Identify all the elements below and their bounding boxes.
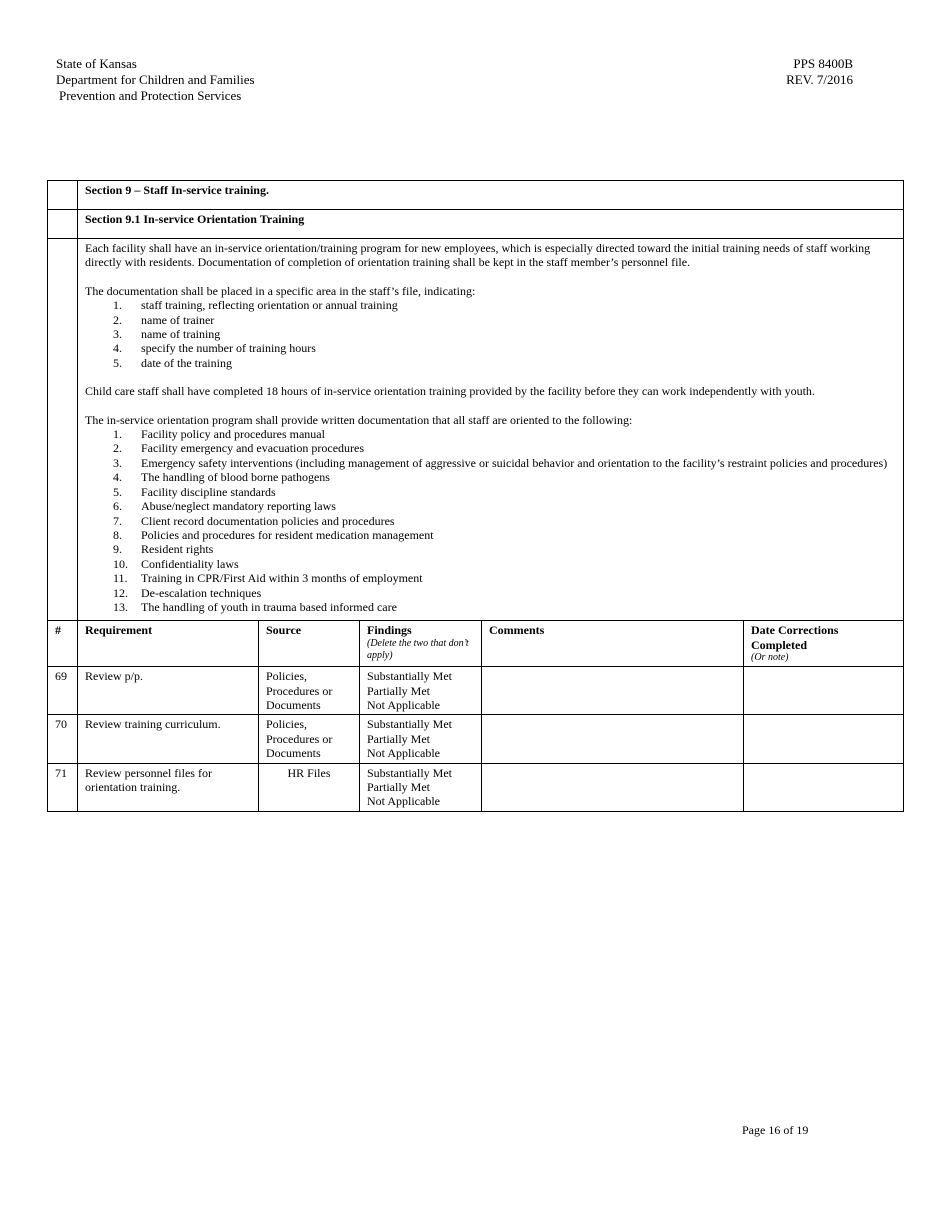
list-item-text: The handling of youth in trauma based informed care [141, 599, 397, 614]
list-item-text: Policies and procedures for resident medication management [141, 527, 434, 542]
header-agency [56, 56, 255, 104]
finding-option: Substantially Met [367, 669, 452, 684]
list-item [85, 313, 896, 327]
row-comments [482, 763, 744, 811]
list-item-text: Facility policy and procedures manual [141, 427, 325, 442]
row-findings [360, 715, 482, 763]
header-division: Prevention and Protection Services [59, 88, 242, 103]
table-row [48, 667, 904, 715]
list-item [85, 571, 896, 585]
subsection-title: Section 9.1 In-service Orientation Training [78, 210, 904, 239]
requirements-table [47, 180, 904, 812]
list-item-text: Confidentiality laws [141, 556, 239, 571]
table-row [48, 763, 904, 811]
orientation-paragraph: The in-service orientation program shall provide written documentation that all staff are oriented to the following: [85, 412, 633, 427]
row-number: 71 [48, 763, 78, 811]
row-source: HR Files [259, 763, 360, 811]
finding-option: Substantially Met [367, 717, 452, 732]
list-item-text: De-escalation techniques [141, 585, 262, 600]
list-item-number: 4. [113, 470, 122, 485]
table-header-row [48, 621, 904, 667]
date-note: (Or note) [751, 652, 789, 664]
list-item-text: staff training, reflecting orientation or annual training [141, 298, 398, 313]
row-date-corrections [744, 715, 904, 763]
row-requirement: Review personnel files for orientation training. [78, 763, 259, 811]
finding-option: Partially Met [367, 780, 430, 794]
section-title: Section 9 – Staff In-service training. [78, 181, 904, 210]
finding-option: Partially Met [367, 731, 430, 746]
list-item-text: Emergency safety interventions (including management of aggressive or suicidal behavior and orientation to the facility’s restraint policies and procedures) [141, 455, 888, 470]
list-item-text: name of trainer [141, 312, 215, 327]
requirement-rows [48, 667, 904, 812]
row-number: 70 [48, 715, 78, 763]
list-item-number: 2. [113, 441, 122, 456]
findings-label: Findings [367, 623, 412, 638]
list-item-text: Resident rights [141, 542, 214, 557]
list-item [85, 470, 896, 484]
list-item-text: Training in CPR/First Aid within 3 months of employment [141, 571, 423, 586]
list-item-number: 4. [113, 341, 122, 356]
list-item-number: 3. [113, 455, 122, 470]
finding-option: Partially Met [367, 683, 430, 698]
hours-paragraph: Child care staff shall have completed 18 hours of in-service orientation training provided by the facility before they can work independently with youth. [85, 384, 815, 399]
list-item-number: 13. [113, 599, 128, 614]
list-item [85, 600, 896, 614]
finding-option: Not Applicable [367, 697, 440, 712]
subsection-num-cell [48, 210, 78, 239]
documentation-list [85, 298, 896, 370]
header-form-id [786, 56, 853, 88]
row-requirement: Review p/p. [78, 667, 259, 715]
list-item-number: 9. [113, 542, 122, 557]
row-findings [360, 667, 482, 715]
list-item-text: Facility discipline standards [141, 484, 276, 499]
list-item [85, 542, 896, 556]
list-item-text: specify the number of training hours [141, 341, 316, 356]
list-item-number: 11. [113, 571, 128, 586]
page-number: Page 16 of 19 [742, 1123, 809, 1137]
row-comments [482, 715, 744, 763]
list-item [85, 485, 896, 499]
row-findings [360, 763, 482, 811]
section-num-cell [48, 181, 78, 210]
list-item [85, 356, 896, 370]
header-department: Department for Children and Families [56, 72, 255, 87]
list-item [85, 499, 896, 513]
list-item-text: name of training [141, 327, 221, 342]
col-header-comments: Comments [482, 621, 744, 667]
row-source: Policies, Procedures or Documents [259, 715, 360, 763]
list-item-number: 1. [113, 427, 122, 442]
row-number: 69 [48, 667, 78, 715]
row-comments [482, 667, 744, 715]
finding-option: Not Applicable [367, 794, 440, 809]
list-item-text: The handling of blood borne pathogens [141, 470, 330, 485]
col-header-requirement: Requirement [78, 621, 259, 667]
date-corrections-label: Date Corrections Completed [751, 623, 839, 652]
findings-note: (Delete the two that don’t apply) [367, 637, 469, 661]
list-item-text: date of the training [141, 355, 232, 370]
col-header-source: Source [259, 621, 360, 667]
table-row [48, 715, 904, 763]
list-item-number: 6. [113, 499, 122, 514]
list-item [85, 557, 896, 571]
finding-option: Substantially Met [367, 765, 452, 780]
list-item [85, 327, 896, 341]
list-item [85, 586, 896, 600]
header-revision: REV. 7/2016 [786, 72, 853, 87]
row-requirement: Review training curriculum. [78, 715, 259, 763]
list-item-text: Abuse/neglect mandatory reporting laws [141, 499, 336, 514]
list-item-number: 7. [113, 513, 122, 528]
list-item [85, 514, 896, 528]
row-source: Policies, Procedures or Documents [259, 667, 360, 715]
list-item-number: 10. [113, 556, 128, 571]
section-body [78, 239, 904, 621]
documentation-paragraph: The documentation shall be placed in a specific area in the staff’s file, indicating: [85, 283, 476, 298]
list-item-text: Client record documentation policies and procedures [141, 513, 395, 528]
row-date-corrections [744, 667, 904, 715]
list-item-number: 5. [113, 355, 122, 370]
row-date-corrections [744, 763, 904, 811]
intro-paragraph: Each facility shall have an in-service orientation/training program for new employees, which is especially directed toward the initial training needs of staff working directly with residents. Documentation of completion of orientation training shall be kept in the staff member’s personnel file. [85, 241, 871, 270]
list-item-number: 5. [113, 484, 122, 499]
list-item [85, 456, 896, 470]
list-item [85, 341, 896, 355]
orientation-topics-list [85, 427, 896, 614]
body-num-cell [48, 239, 78, 621]
list-item-number: 2. [113, 312, 122, 327]
header-state: State of Kansas [56, 56, 137, 71]
list-item [85, 528, 896, 542]
list-item-number: 12. [113, 585, 128, 600]
list-item-number: 8. [113, 527, 122, 542]
col-header-date [744, 621, 904, 667]
finding-option: Not Applicable [367, 746, 440, 761]
list-item-text: Facility emergency and evacuation procedures [141, 441, 365, 456]
list-item [85, 441, 896, 455]
col-header-num: # [48, 621, 78, 667]
list-item [85, 298, 896, 312]
list-item-number: 3. [113, 327, 122, 342]
list-item-number: 1. [113, 298, 122, 313]
header-form-number: PPS 8400B [793, 56, 853, 71]
list-item [85, 427, 896, 441]
col-header-findings [360, 621, 482, 667]
